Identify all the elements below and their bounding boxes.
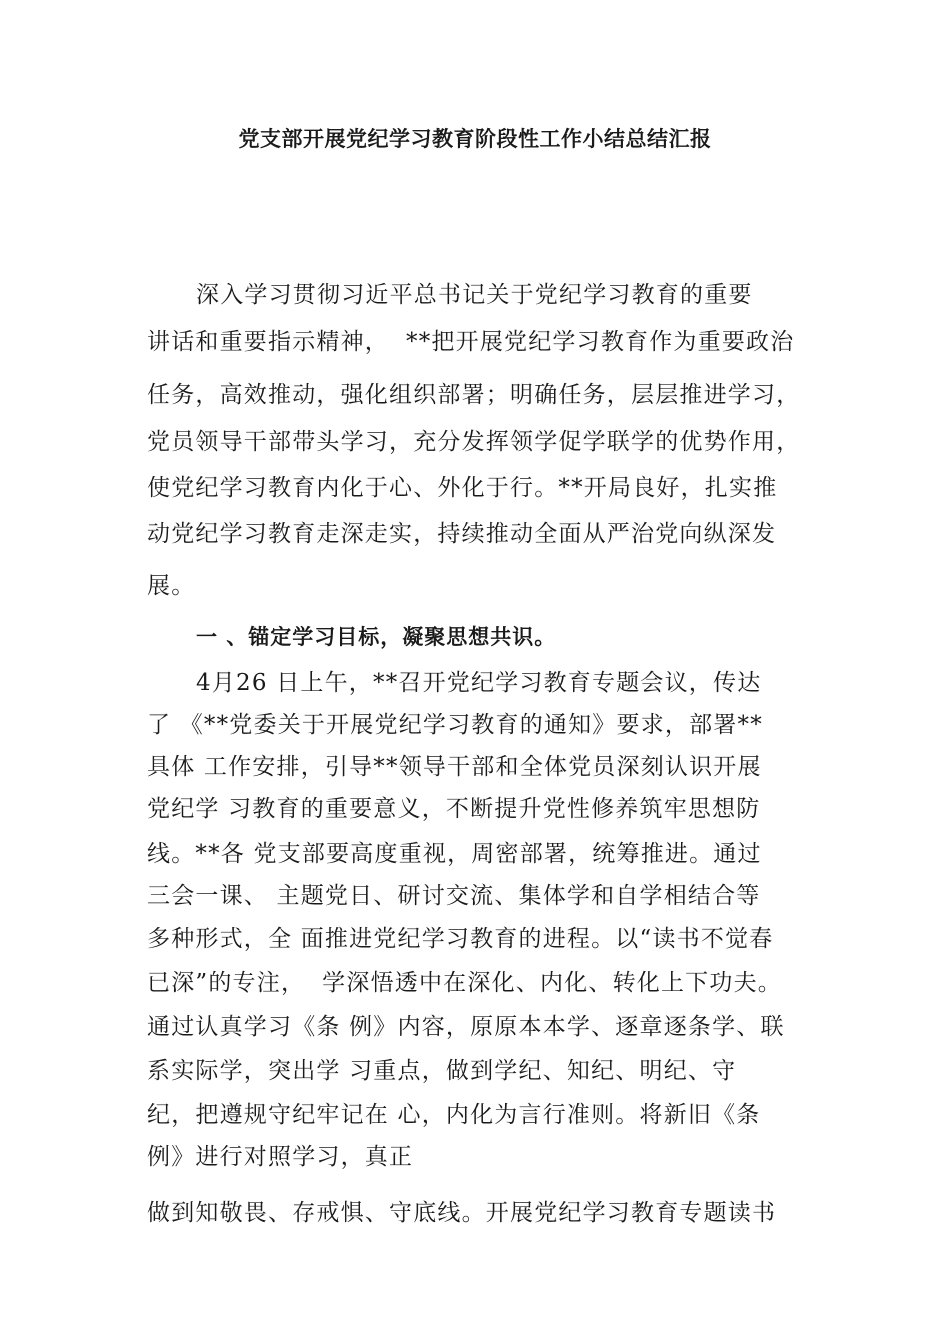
body-line: 例》进行对照学习，真正 — [147, 1144, 414, 1170]
body-line: 讲话和重要指示精神， **把开展党纪学习教育作为重要政治 — [147, 329, 795, 355]
body-line: 线。**各 党支部要高度重视，周密部署，统筹推进。通过 — [147, 841, 762, 867]
section-heading: 一 、锚定学习目标，凝聚思想共识。 — [196, 625, 557, 649]
body-line: 动党纪学习教育走深走实，持续推动全面从严治党向纵深发 — [147, 521, 777, 547]
body-line: 已深”的专注， 学深悟透中在深化、内化、转化上下功夫。 — [147, 970, 782, 996]
body-line: 纪，把遵规守纪牢记在 心，内化为言行准则。将新旧《条 — [147, 1102, 761, 1128]
body-line: 具体 工作安排，引导**领导干部和全体党员深刻认识开展 — [147, 754, 762, 780]
document-title: 党支部开展党纪学习教育阶段性工作小结总结汇报 — [238, 127, 712, 151]
body-line: 系实际学，突出学 习重点，做到学纪、知纪、明纪、守 — [147, 1058, 737, 1084]
body-line: 深入学习贯彻习近平总书记关于党纪学习教育的重要 — [196, 282, 753, 308]
body-line: 党员领导干部带头学习，充分发挥领学促学联学的优势作用， — [147, 429, 801, 455]
body-line: 展。 — [147, 573, 196, 599]
body-line: 了 《**党委关于开展党纪学习教育的通知》要求，部署** — [147, 712, 763, 738]
body-line: 多种形式，全 面推进党纪学习教育的进程。以“读书不觉春 — [147, 926, 774, 952]
body-line: 三会一课、 主题党日、研讨交流、集体学和自学相结合等 — [147, 883, 761, 909]
body-line: 通过认真学习《条 例》内容，原原本本学、逐章逐条学、联 — [147, 1014, 785, 1040]
body-line: 党纪学 习教育的重要意义，不断提升党性修养筑牢思想防 — [147, 796, 761, 822]
body-line: 做到知敬畏、存戒惧、守底线。开展党纪学习教育专题读书 — [147, 1200, 777, 1226]
body-line: 使党纪学习教育内化于心、外化于行。**开局良好，扎实推 — [147, 475, 778, 501]
body-line: 任务，高效推动，强化组织部署；明确任务，层层推进学习， — [147, 382, 801, 408]
body-line: 4月26 日上午，**召开党纪学习教育专题会议，传达 — [196, 670, 762, 696]
